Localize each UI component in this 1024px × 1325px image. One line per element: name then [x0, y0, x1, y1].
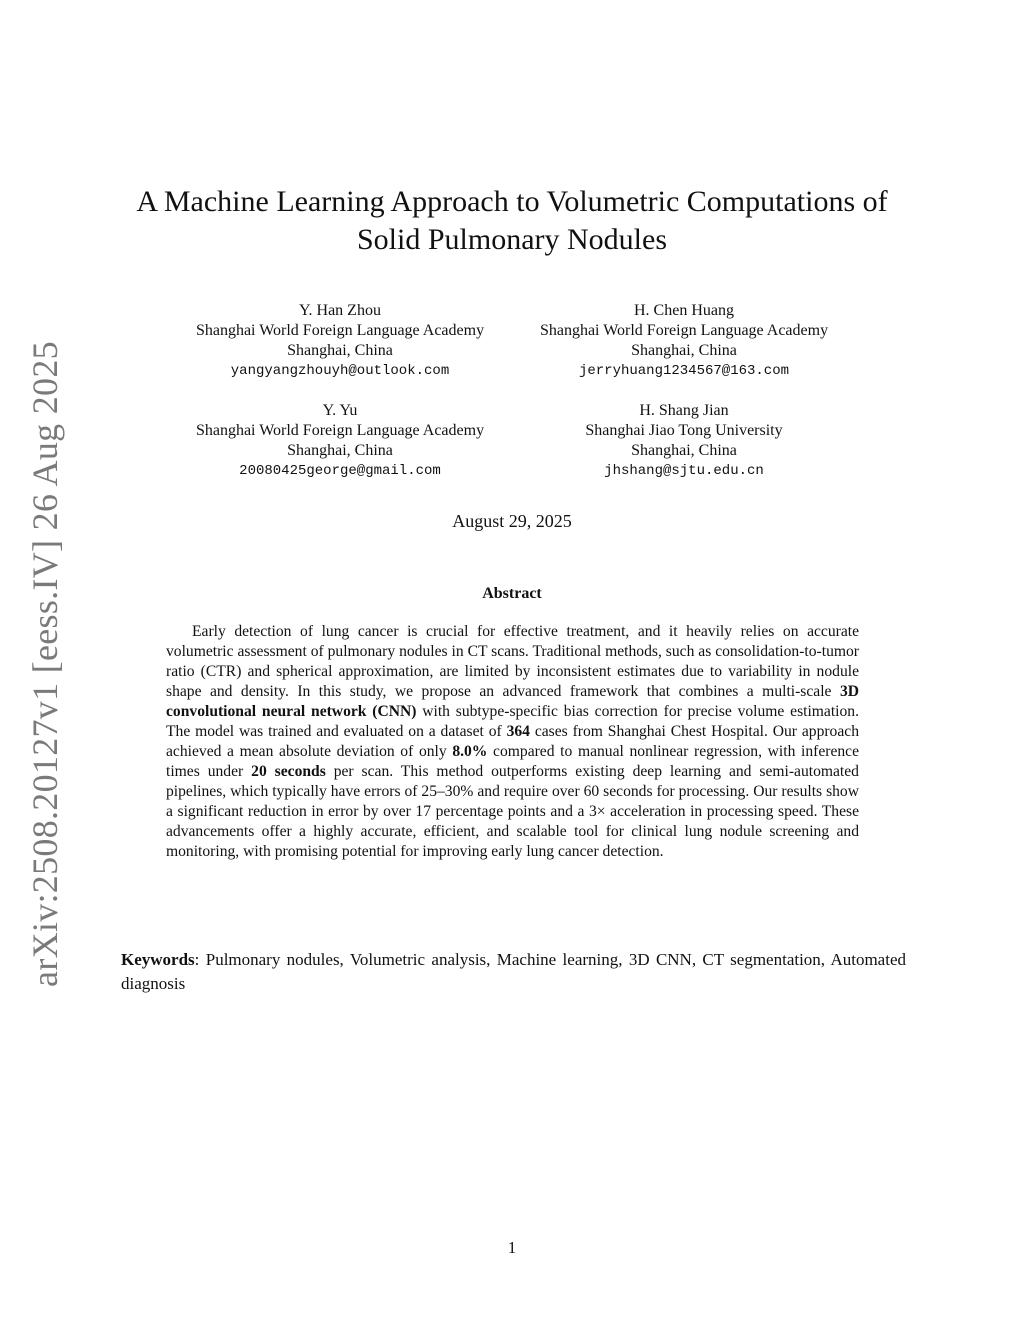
arxiv-identifier: arXiv:2508.20127v1 [eess.IV] 26 Aug 2025 [25, 341, 65, 987]
title-line-1: A Machine Learning Approach to Volumetric Computations of [136, 185, 888, 218]
abstract-body [166, 622, 859, 862]
abstract-text: per scan. This method outperforms existing deep learning and semi-automated pipelines, which typically have errors of 25–30% and require over 60 seconds for processing. Our results show a significant reduction in error by over 17 percentage points and a 3× acceleration in processing speed. These advancements offer a highly accurate, efficient, and scalable tool for clinical lung nodule screening and monitoring, with promising potential for improving early lung cancer detection. [166, 763, 859, 860]
author-block-1 [160, 301, 520, 381]
publication-date: August 29, 2025 [452, 511, 572, 531]
abstract-text: with subtype-specific bias correction for precise volume estimation. The model was trained and evaluated on a dataset of [166, 703, 860, 740]
author-affiliation: Shanghai World Foreign Language Academy [195, 422, 485, 439]
abstract-highlight: 20 seconds [251, 763, 326, 780]
title-line-2: Solid Pulmonary Nodules [356, 223, 667, 256]
author-email[interactable]: 20080425george@gmail.com [239, 463, 441, 479]
abstract-highlight: 8.0% [452, 743, 488, 760]
keywords [121, 948, 906, 996]
author-name: H. Shang Jian [639, 402, 729, 419]
author-affiliation: Shanghai World Foreign Language Academy [539, 322, 829, 339]
keywords-text: Pulmonary nodules, Volumetric analysis, Machine learning, 3D CNN, CT segmentation, Automated diagnosis [121, 950, 906, 993]
keywords-label: Keywords [121, 950, 195, 969]
author-location: Shanghai, China [287, 442, 393, 459]
author-name: Y. Yu [322, 402, 358, 419]
abstract-highlight: 3D convolutional neural network (CNN) [166, 683, 859, 720]
author-affiliation: Shanghai World Foreign Language Academy [195, 322, 485, 339]
abstract-text: compared to manual nonlinear regression, with inference times under [166, 743, 860, 780]
abstract-text: cases from Shanghai Chest Hospital. Our approach achieved a mean absolute deviation of only [166, 723, 859, 760]
paper-title [0, 183, 1024, 259]
author-block-2 [504, 301, 864, 381]
author-email[interactable]: jhshang@sjtu.edu.cn [604, 463, 764, 479]
author-email[interactable]: yangyangzhouyh@outlook.com [230, 363, 450, 379]
abstract-text: Early detection of lung cancer is crucial for effective treatment, and it heavily relies on accurate volumetric assessment of pulmonary nodules in CT scans. Traditional methods, such as consolidation-to-tumor ratio (CTR) and spherical approximation, are limited by inconsistent estimates due to variability in nodule shape and density. In this study, we propose an advanced framework that combines a multi-scale [166, 623, 859, 700]
author-block-4 [504, 401, 864, 481]
keywords-separator: : [194, 950, 206, 969]
author-location: Shanghai, China [287, 342, 393, 359]
author-email[interactable]: jerryhuang1234567@163.com [578, 363, 790, 379]
author-location: Shanghai, China [631, 342, 737, 359]
abstract-highlight: 364 [506, 723, 530, 740]
author-name: H. Chen Huang [634, 302, 734, 319]
abstract-heading: Abstract [482, 585, 542, 602]
author-name: Y. Han Zhou [299, 302, 381, 319]
author-location: Shanghai, China [631, 442, 737, 459]
page-number: 1 [507, 1238, 517, 1257]
author-affiliation: Shanghai Jiao Tong University [585, 422, 783, 439]
author-block-3 [160, 401, 520, 481]
